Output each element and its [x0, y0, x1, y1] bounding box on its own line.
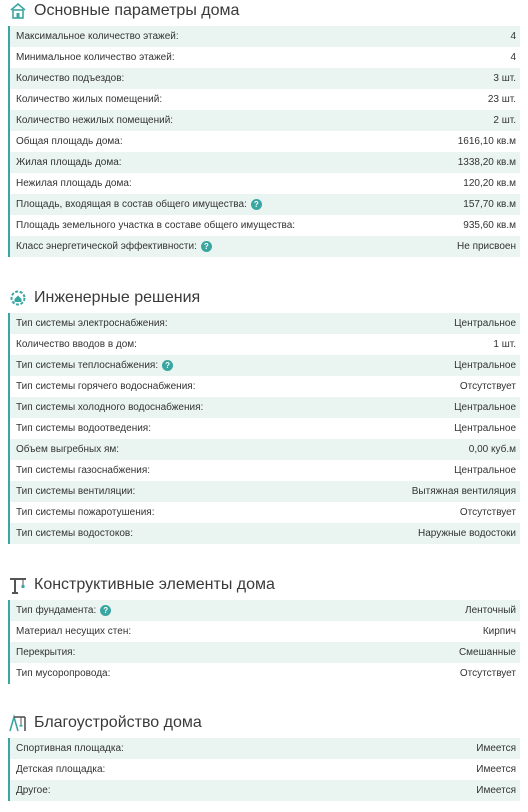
- table-row: [8, 663, 520, 684]
- table-row: [8, 68, 520, 89]
- section-2: [0, 574, 528, 684]
- section-title-text: Инженерные решения: [34, 289, 201, 306]
- table-row: [8, 621, 520, 642]
- table-row: [8, 642, 520, 663]
- row-label: [16, 381, 196, 392]
- row-label-text: Объем выгребных ям:: [16, 444, 120, 455]
- row-label-text: Тип системы вентиляции:: [16, 486, 136, 497]
- row-label: [16, 743, 124, 754]
- section-title-text: Основные параметры дома: [34, 2, 240, 19]
- row-label-text: Тип системы холодного водоснабжения:: [16, 402, 204, 413]
- row-label: [16, 764, 105, 775]
- section-3: [0, 712, 528, 801]
- table-row: [8, 131, 520, 152]
- row-label: [16, 339, 137, 350]
- section-title: [0, 287, 528, 309]
- row-value: Имеется: [476, 785, 516, 796]
- row-value: 4: [510, 52, 516, 63]
- row-value: 1616,10 кв.м: [457, 136, 516, 147]
- row-value: 2 шт.: [493, 115, 516, 126]
- row-label: [16, 785, 51, 796]
- row-label: [16, 668, 110, 679]
- row-label: [16, 241, 212, 252]
- row-label: [16, 465, 150, 476]
- help-icon[interactable]: ?: [100, 605, 111, 616]
- row-label-text: Тип системы пожаротушения:: [16, 507, 155, 518]
- row-value: 157,70 кв.м: [463, 199, 516, 210]
- row-label: [16, 31, 179, 42]
- row-label-text: Нежилая площадь дома:: [16, 178, 132, 189]
- row-label-text: Тип системы горячего водоснабжения:: [16, 381, 196, 392]
- row-value: Ленточный: [465, 605, 516, 616]
- section-title-text: Благоустройство дома: [34, 714, 202, 731]
- row-label: [16, 444, 119, 455]
- row-value: Вытяжная вентиляция: [411, 486, 516, 497]
- playground-icon: [8, 713, 28, 733]
- row-value: 1338,20 кв.м: [457, 157, 516, 168]
- table-row: [8, 738, 520, 759]
- row-value: Центральное: [454, 465, 516, 476]
- row-label-text: Класс энергетической эффективности:: [16, 241, 197, 252]
- row-label-text: Тип мусоропровода:: [16, 668, 111, 679]
- params-table: [0, 26, 528, 257]
- row-label-text: Тип системы водоотведения:: [16, 423, 152, 434]
- row-label: [16, 73, 124, 84]
- row-value: Не присвоен: [457, 241, 516, 252]
- params-table: [0, 600, 528, 684]
- row-label: [16, 199, 262, 210]
- row-label-text: Тип системы газоснабжения:: [16, 465, 151, 476]
- row-label-text: Тип фундамента:: [16, 605, 97, 616]
- row-label: [16, 507, 155, 518]
- table-row: [8, 600, 520, 621]
- table-row: [8, 502, 520, 523]
- row-value: Смешанные: [458, 647, 516, 658]
- row-label-text: Количество вводов в дом:: [16, 339, 137, 350]
- row-value: Отсутствует: [459, 507, 516, 518]
- gear-house-icon: [8, 288, 28, 308]
- table-row: [8, 110, 520, 131]
- row-label: [16, 52, 175, 63]
- table-row: [8, 481, 520, 502]
- table-row: [8, 759, 520, 780]
- row-label: [16, 626, 131, 637]
- section-0: [0, 0, 528, 257]
- row-label-text: Другое:: [16, 785, 51, 796]
- row-value: Центральное: [454, 402, 516, 413]
- table-row: [8, 334, 520, 355]
- row-value: Наружные водостоки: [417, 528, 516, 539]
- house-icon: [8, 1, 28, 21]
- table-row: [8, 523, 520, 544]
- row-label: [16, 115, 173, 126]
- row-label: [16, 94, 162, 105]
- row-label-text: Тип системы водостоков:: [16, 528, 134, 539]
- table-row: [8, 194, 520, 215]
- row-label-text: Тип системы электроснабжения:: [16, 318, 168, 329]
- row-label-text: Площадь земельного участка в составе общего имущества:: [16, 220, 296, 231]
- section-1: [0, 287, 528, 544]
- row-label: [16, 605, 111, 616]
- row-value: Отсутствует: [459, 668, 516, 679]
- table-row: [8, 313, 520, 334]
- row-label-text: Площадь, входящая в состав общего имущества:: [16, 199, 247, 210]
- row-value: 3 шт.: [493, 73, 516, 84]
- row-label-text: Максимальное количество этажей:: [16, 31, 179, 42]
- section-title-text: Конструктивные элементы дома: [34, 576, 275, 593]
- row-label: [16, 178, 132, 189]
- row-value: 23 шт.: [487, 94, 516, 105]
- row-label: [16, 360, 173, 371]
- row-value: 935,60 кв.м: [463, 220, 516, 231]
- row-label-text: Перекрытия:: [16, 647, 76, 658]
- table-row: [8, 236, 520, 257]
- table-row: [8, 376, 520, 397]
- row-label-text: Количество нежилых помещений:: [16, 115, 174, 126]
- section-title: [0, 574, 528, 596]
- row-label: [16, 136, 123, 147]
- row-label: [16, 528, 133, 539]
- table-row: [8, 215, 520, 236]
- row-label-text: Количество подъездов:: [16, 73, 125, 84]
- row-label-text: Количество жилых помещений:: [16, 94, 163, 105]
- table-row: [8, 89, 520, 110]
- row-label-text: Тип системы теплоснабжения:: [16, 360, 159, 371]
- table-row: [8, 780, 520, 801]
- table-row: [8, 355, 520, 376]
- params-table: [0, 738, 528, 801]
- table-row: [8, 460, 520, 481]
- table-row: [8, 173, 520, 194]
- row-value: 1 шт.: [493, 339, 516, 350]
- table-row: [8, 47, 520, 68]
- row-value: 0,00 куб.м: [468, 444, 516, 455]
- row-label: [16, 157, 122, 168]
- row-label: [16, 423, 151, 434]
- row-label-text: Минимальное количество этажей:: [16, 52, 175, 63]
- row-value: Кирпич: [482, 626, 516, 637]
- row-value: 120,20 кв.м: [463, 178, 516, 189]
- row-label: [16, 647, 75, 658]
- section-title: [0, 712, 528, 734]
- row-label: [16, 318, 168, 329]
- help-icon[interactable]: ?: [251, 199, 262, 210]
- row-label-text: Общая площадь дома:: [16, 136, 123, 147]
- row-value: Отсутствует: [459, 381, 516, 392]
- row-label: [16, 402, 203, 413]
- row-value: Центральное: [454, 423, 516, 434]
- row-value: 4: [510, 31, 516, 42]
- row-label-text: Детская площадка:: [16, 764, 106, 775]
- section-title: [0, 0, 528, 22]
- table-row: [8, 152, 520, 173]
- help-icon[interactable]: ?: [162, 360, 173, 371]
- help-icon[interactable]: ?: [201, 241, 212, 252]
- table-row: [8, 397, 520, 418]
- table-row: [8, 418, 520, 439]
- crane-icon: [8, 575, 28, 595]
- table-row: [8, 439, 520, 460]
- row-label: [16, 486, 135, 497]
- row-label: [16, 220, 295, 231]
- row-value: Имеется: [476, 764, 516, 775]
- table-row: [8, 26, 520, 47]
- row-value: Центральное: [454, 318, 516, 329]
- row-value: Имеется: [476, 743, 516, 754]
- row-label-text: Материал несущих стен:: [16, 626, 132, 637]
- params-table: [0, 313, 528, 544]
- row-label-text: Жилая площадь дома:: [16, 157, 122, 168]
- row-value: Центральное: [454, 360, 516, 371]
- row-label-text: Спортивная площадка:: [16, 743, 124, 754]
